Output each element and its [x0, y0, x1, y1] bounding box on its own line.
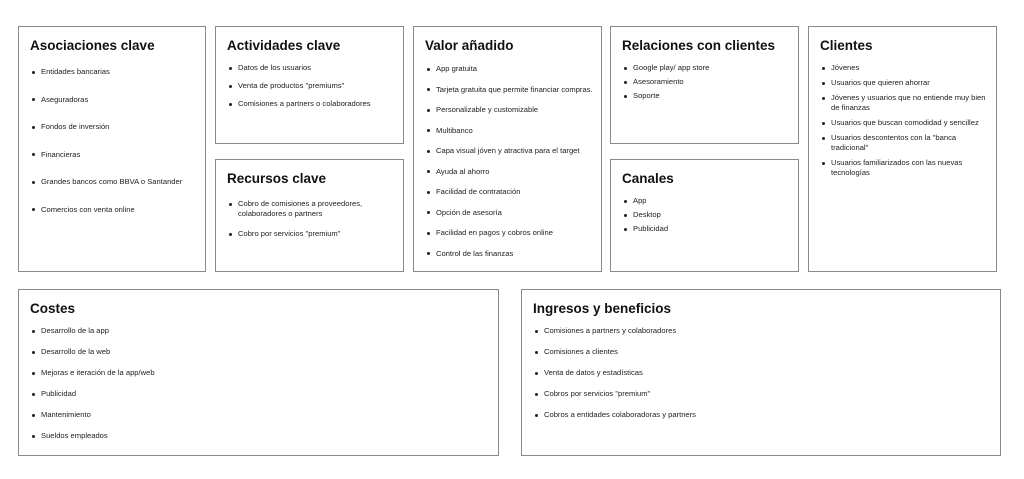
bullet-item: Soporte: [623, 91, 792, 101]
bullet-item: Jóvenes y usuarios que no entiende muy bien de finanzas: [821, 93, 990, 113]
valor-anadido-title: Valor añadido: [425, 38, 514, 53]
bullet-item: Venta de datos y estadísticas: [534, 368, 994, 378]
clientes-title: Clientes: [820, 38, 873, 53]
relaciones-clientes-card: [610, 26, 799, 144]
canales-card: [610, 159, 799, 272]
bullet-item: Financieras: [31, 150, 199, 160]
canales-title: Canales: [622, 171, 674, 186]
actividades-clave-card: [215, 26, 404, 144]
bullet-item: Usuarios que buscan comodidad y sencillez: [821, 118, 990, 128]
bullet-item: Multibanco: [426, 126, 595, 136]
bullet-item: Mantenimiento: [31, 410, 492, 420]
bullet-item: Facilidad de contratación: [426, 187, 595, 197]
valor-anadido-list: [426, 64, 595, 269]
actividades-clave-list: [228, 63, 397, 117]
bullet-item: Comisiones a partners o colaboradores: [228, 99, 397, 109]
bullet-item: Entidades bancarias: [31, 67, 199, 77]
bullet-item: Grandes bancos como BBVA o Santander: [31, 177, 199, 187]
bullet-item: Cobro por servicios "premium": [228, 229, 397, 239]
ingresos-beneficios-list: [534, 326, 994, 431]
bullet-item: Aseguradoras: [31, 95, 199, 105]
bullet-item: Fondos de inversión: [31, 122, 199, 132]
clientes-card: [808, 26, 997, 272]
bullet-item: Desarrollo de la web: [31, 347, 492, 357]
relaciones-clientes-title: Relaciones con clientes: [622, 38, 776, 53]
recursos-clave-card: [215, 159, 404, 272]
bullet-item: Publicidad: [31, 389, 492, 399]
bullet-item: Asesoramiento: [623, 77, 792, 87]
valor-anadido-card: [413, 26, 602, 272]
bullet-item: Usuarios familiarizados con las nuevas tecnologías: [821, 158, 990, 178]
bullet-item: Comisiones a partners y colaboradores: [534, 326, 994, 336]
bullet-item: Desarrollo de la app: [31, 326, 492, 336]
bullet-item: Cobro de comisiones a proveedores, colaboradores o partners: [228, 199, 397, 219]
bullet-item: Sueldos empleados: [31, 431, 492, 441]
bullet-item: Capa visual jóven y atractiva para el target: [426, 146, 595, 156]
bullet-item: Desktop: [623, 210, 792, 220]
asociaciones-clave-title: Asociaciones clave: [30, 38, 155, 53]
bullet-item: Cobros a entidades colaboradoras y partners: [534, 410, 994, 420]
costes-list: [31, 326, 492, 452]
bullet-item: Usuarios descontentos con la "banca tradicional": [821, 133, 990, 153]
bullet-item: App gratuita: [426, 64, 595, 74]
bullet-item: Facilidad en pagos y cobros online: [426, 228, 595, 238]
clientes-list: [821, 63, 990, 183]
bullet-item: Ayuda al ahorro: [426, 167, 595, 177]
bullet-item: App: [623, 196, 792, 206]
bullet-item: Tarjeta gratuita que permite financiar compras.: [426, 85, 595, 95]
asociaciones-clave-card: [18, 26, 206, 272]
bullet-item: Control de las finanzas: [426, 249, 595, 259]
actividades-clave-title: Actividades clave: [227, 38, 341, 53]
bullet-item: Google play/ app store: [623, 63, 792, 73]
bullet-item: Comisiones a clientes: [534, 347, 994, 357]
canales-list: [623, 196, 792, 238]
bullet-item: Personalizable y customizable: [426, 105, 595, 115]
bullet-item: Cobros por servicios "premium": [534, 389, 994, 399]
relaciones-clientes-list: [623, 63, 792, 105]
asociaciones-clave-list: [31, 67, 199, 232]
ingresos-beneficios-title: Ingresos y beneficios: [533, 301, 672, 316]
bullet-item: Jóvenes: [821, 63, 990, 73]
bullet-item: Venta de productos "premiums": [228, 81, 397, 91]
bullet-item: Usuarios que quieren ahorrar: [821, 78, 990, 88]
ingresos-beneficios-card: [521, 289, 1001, 456]
recursos-clave-title: Recursos clave: [227, 171, 327, 186]
costes-title: Costes: [30, 301, 76, 316]
costes-card: [18, 289, 499, 456]
bullet-item: Comercios con venta online: [31, 205, 199, 215]
recursos-clave-list: [228, 199, 397, 249]
bullet-item: Datos de los usuarios: [228, 63, 397, 73]
bullet-item: Publicidad: [623, 224, 792, 234]
bullet-item: Mejoras e iteración de la app/web: [31, 368, 492, 378]
bullet-item: Opción de asesoría: [426, 208, 595, 218]
